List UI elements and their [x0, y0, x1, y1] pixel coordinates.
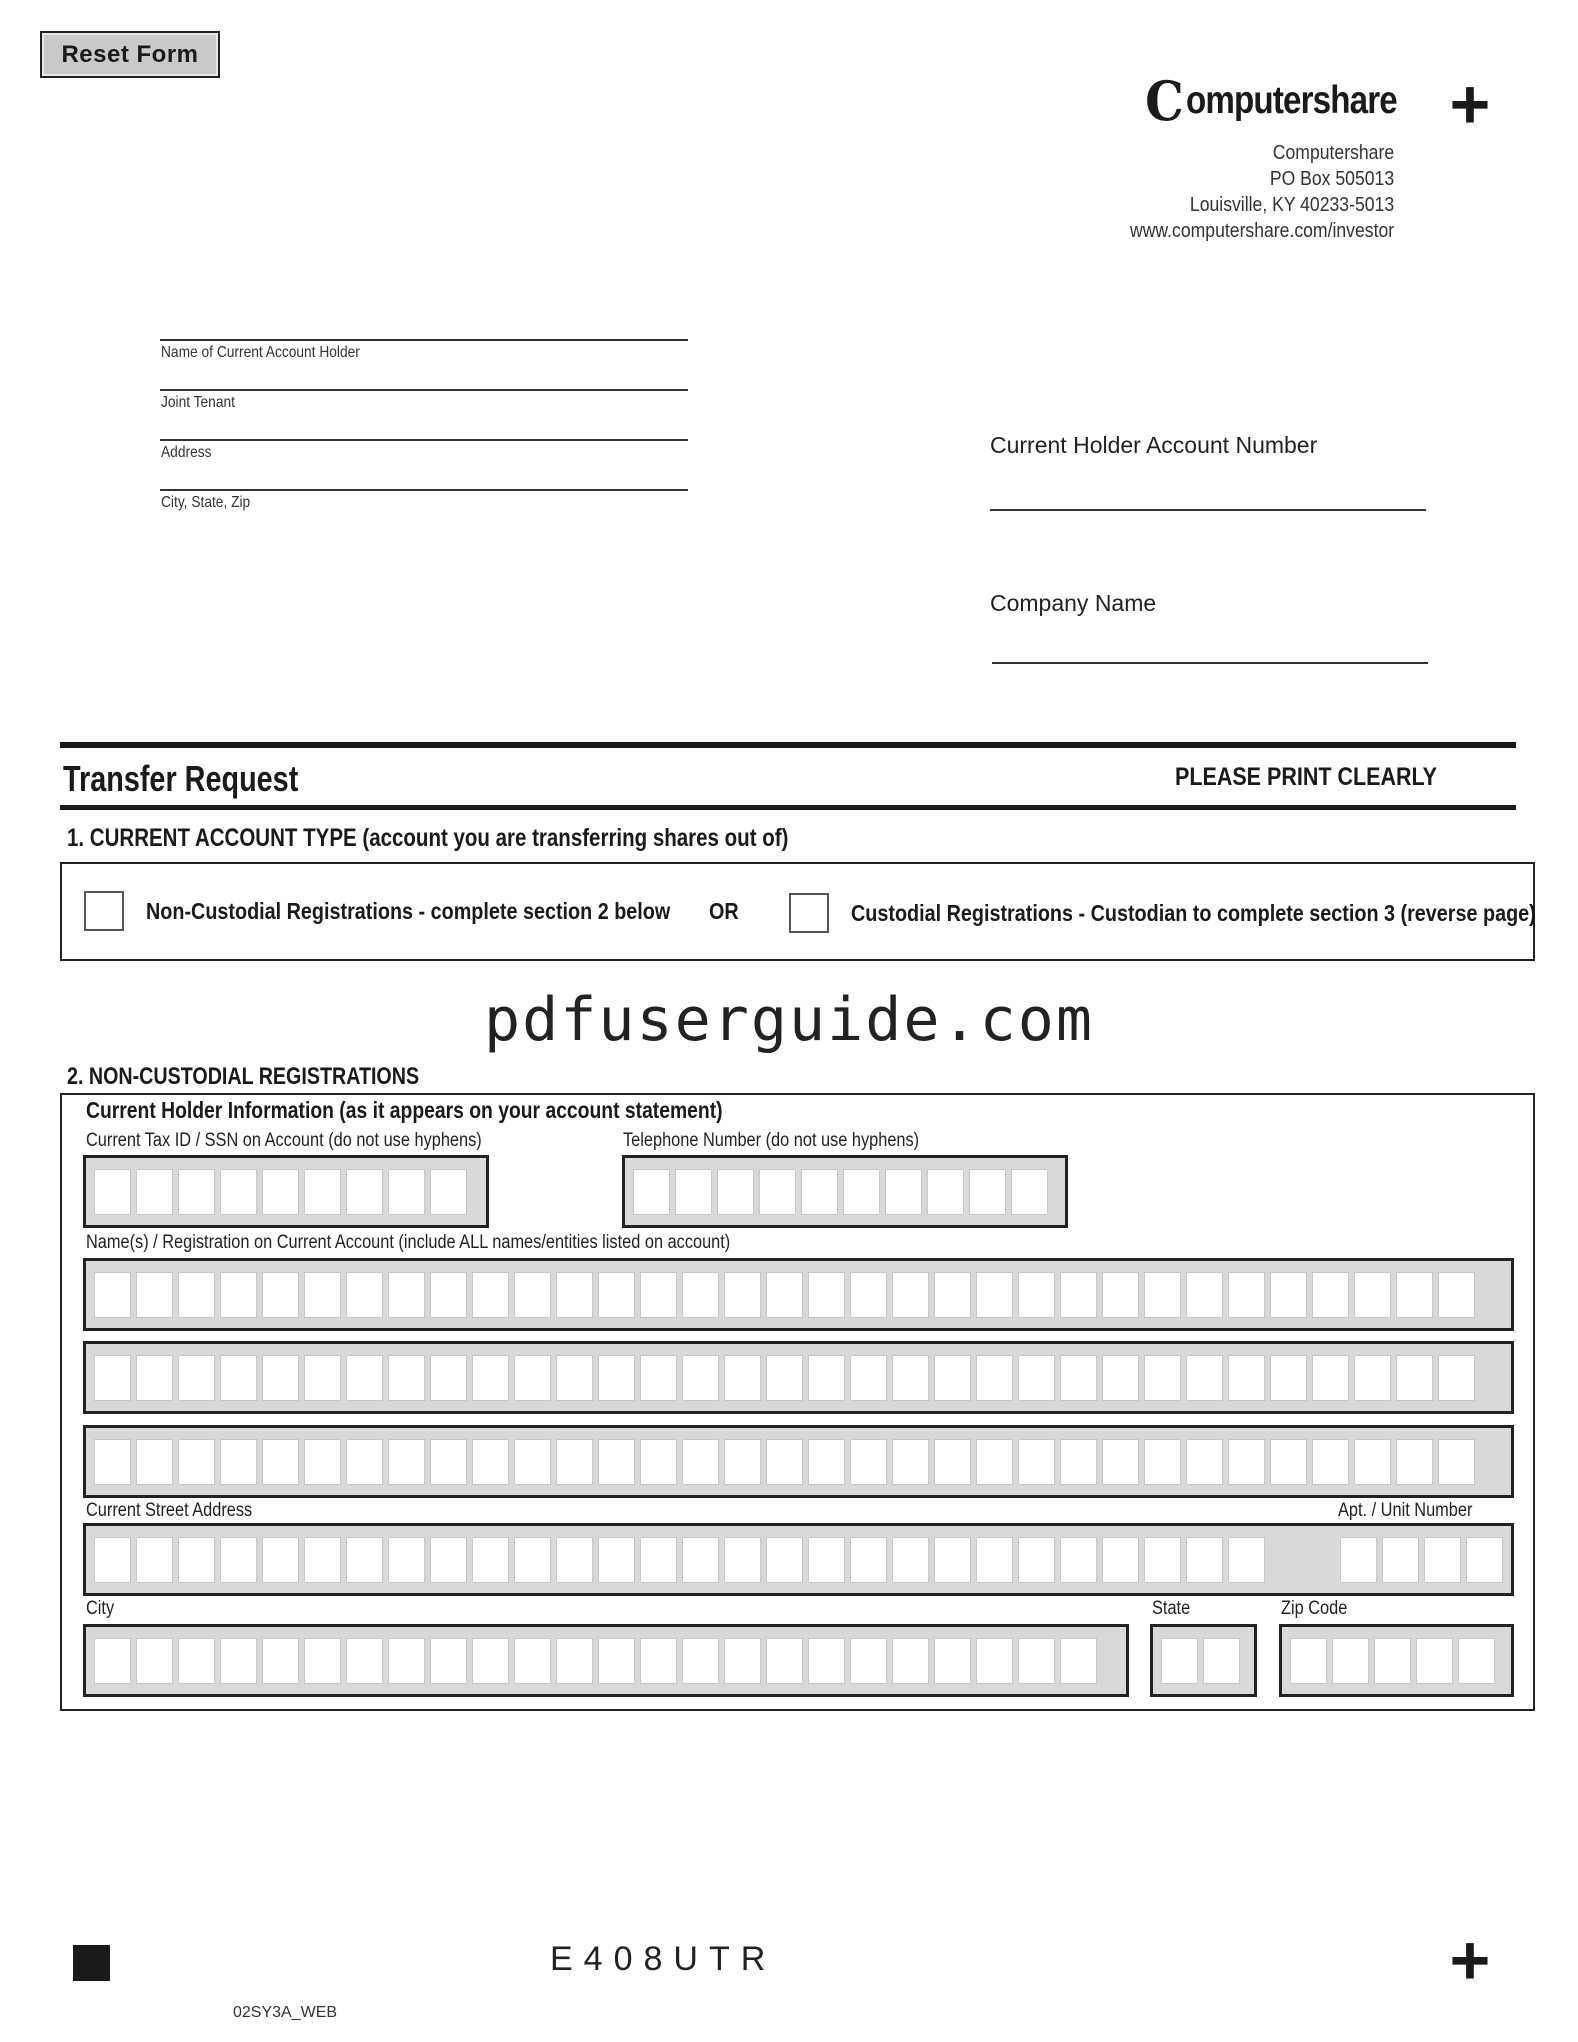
registration-plus-mark-top: + — [1449, 65, 1491, 143]
character-cell[interactable] — [1270, 1355, 1307, 1401]
character-cell[interactable] — [94, 1272, 131, 1318]
account-number-field[interactable] — [990, 509, 1426, 511]
character-cell[interactable] — [1228, 1439, 1265, 1485]
account-type-box — [60, 862, 1535, 961]
character-cell[interactable] — [220, 1169, 257, 1215]
character-cell[interactable] — [724, 1638, 761, 1684]
account-number-label: Current Holder Account Number — [990, 432, 1318, 458]
character-cell[interactable] — [1060, 1272, 1097, 1318]
character-cell[interactable] — [892, 1537, 929, 1583]
character-cell[interactable] — [927, 1169, 964, 1215]
address-label: Address — [161, 444, 212, 461]
holder-name-line[interactable] — [160, 339, 688, 361]
character-cell[interactable] — [1354, 1355, 1391, 1401]
character-cell[interactable] — [808, 1537, 845, 1583]
non-custodial-checkbox[interactable] — [84, 891, 124, 931]
names-field-row-3[interactable] — [83, 1425, 1514, 1498]
character-cell[interactable] — [136, 1439, 173, 1485]
character-cell[interactable] — [1374, 1638, 1411, 1684]
character-cell[interactable] — [808, 1439, 845, 1485]
character-cell[interactable] — [640, 1439, 677, 1485]
watermark-text: pdfuserguide.com — [484, 985, 1094, 1055]
character-cell[interactable] — [346, 1439, 383, 1485]
character-cell[interactable] — [262, 1638, 299, 1684]
zip-code-field[interactable] — [1279, 1624, 1514, 1697]
character-cell[interactable] — [220, 1439, 257, 1485]
character-cell[interactable] — [1312, 1272, 1349, 1318]
reset-form-button[interactable]: Reset Form — [40, 31, 220, 78]
character-cell[interactable] — [976, 1272, 1013, 1318]
character-cell[interactable] — [1018, 1638, 1055, 1684]
character-cell[interactable] — [892, 1638, 929, 1684]
character-cell[interactable] — [724, 1537, 761, 1583]
character-cell[interactable] — [1060, 1537, 1097, 1583]
character-cell[interactable] — [850, 1355, 887, 1401]
print-clearly-note: PLEASE PRINT CLEARLY — [1175, 763, 1438, 791]
character-cell[interactable] — [220, 1355, 257, 1401]
character-cell[interactable] — [514, 1537, 551, 1583]
character-cell[interactable] — [1186, 1537, 1223, 1583]
character-cell[interactable] — [556, 1638, 593, 1684]
character-cell[interactable] — [766, 1439, 803, 1485]
character-cell[interactable] — [598, 1272, 635, 1318]
character-cell[interactable] — [1424, 1537, 1461, 1583]
character-cell[interactable] — [556, 1439, 593, 1485]
character-cell[interactable] — [304, 1439, 341, 1485]
character-cell[interactable] — [388, 1439, 425, 1485]
section2-heading: 2. NON-CUSTODIAL REGISTRATIONS — [67, 1063, 420, 1090]
character-cell[interactable] — [1102, 1355, 1139, 1401]
character-cell[interactable] — [1144, 1439, 1181, 1485]
company-name-label: Company Name — [990, 590, 1157, 616]
address-line[interactable] — [160, 439, 688, 461]
character-cell[interactable] — [304, 1355, 341, 1401]
character-cell[interactable] — [304, 1272, 341, 1318]
character-cell[interactable] — [556, 1537, 593, 1583]
character-cell[interactable] — [934, 1638, 971, 1684]
character-cell[interactable] — [724, 1439, 761, 1485]
character-cell[interactable] — [675, 1169, 712, 1215]
character-cell[interactable] — [766, 1537, 803, 1583]
character-cell[interactable] — [766, 1272, 803, 1318]
character-cell[interactable] — [220, 1537, 257, 1583]
character-cell[interactable] — [94, 1439, 131, 1485]
character-cell[interactable] — [1186, 1355, 1223, 1401]
character-cell[interactable] — [766, 1638, 803, 1684]
or-label: OR — [709, 898, 739, 924]
character-cell[interactable] — [850, 1537, 887, 1583]
character-cell[interactable] — [1466, 1537, 1503, 1583]
character-cell[interactable] — [262, 1169, 299, 1215]
character-cell[interactable] — [1018, 1439, 1055, 1485]
character-cell[interactable] — [94, 1537, 131, 1583]
top-rule — [60, 742, 1516, 748]
character-cell[interactable] — [1312, 1439, 1349, 1485]
character-cell[interactable] — [934, 1537, 971, 1583]
character-cell[interactable] — [178, 1355, 215, 1401]
character-cell[interactable] — [220, 1272, 257, 1318]
joint-tenant-label: Joint Tenant — [161, 394, 235, 411]
character-cell[interactable] — [346, 1638, 383, 1684]
transfer-request-title: Transfer Request — [63, 758, 299, 799]
character-cell[interactable] — [808, 1638, 845, 1684]
character-cell[interactable] — [388, 1537, 425, 1583]
character-cell[interactable] — [976, 1355, 1013, 1401]
character-cell[interactable] — [94, 1638, 131, 1684]
character-cell[interactable] — [178, 1169, 215, 1215]
character-cell[interactable] — [1144, 1537, 1181, 1583]
character-cell[interactable] — [262, 1537, 299, 1583]
character-cell[interactable] — [598, 1638, 635, 1684]
character-cell[interactable] — [682, 1355, 719, 1401]
character-cell[interactable] — [1438, 1439, 1475, 1485]
character-cell[interactable] — [1018, 1537, 1055, 1583]
street-address-field[interactable] — [83, 1523, 1514, 1596]
joint-tenant-line[interactable] — [160, 389, 688, 411]
phone-label: Telephone Number (do not use hyphens) — [623, 1130, 920, 1151]
character-cell[interactable] — [640, 1537, 677, 1583]
character-cell[interactable] — [682, 1537, 719, 1583]
names-field-row-2[interactable] — [83, 1341, 1514, 1414]
character-cell[interactable] — [808, 1355, 845, 1401]
city-label: City — [86, 1598, 115, 1619]
zip-code-label: Zip Code — [1281, 1598, 1348, 1619]
character-cell[interactable] — [346, 1537, 383, 1583]
character-cell[interactable] — [178, 1272, 215, 1318]
character-cell[interactable] — [1011, 1169, 1048, 1215]
apt-unit-label: Apt. / Unit Number — [1338, 1500, 1473, 1521]
character-cell[interactable] — [724, 1272, 761, 1318]
character-cell[interactable] — [1458, 1638, 1495, 1684]
computershare-logo — [1143, 69, 1434, 133]
character-cell[interactable] — [633, 1169, 670, 1215]
character-cell[interactable] — [640, 1638, 677, 1684]
city-field[interactable] — [83, 1624, 1129, 1697]
character-cell[interactable] — [178, 1537, 215, 1583]
character-cell[interactable] — [1161, 1638, 1198, 1684]
character-cell[interactable] — [885, 1169, 922, 1215]
character-cell[interactable] — [934, 1439, 971, 1485]
character-cell[interactable] — [1290, 1638, 1327, 1684]
character-cell[interactable] — [178, 1638, 215, 1684]
telephone-field[interactable] — [622, 1155, 1068, 1228]
character-cell[interactable] — [1396, 1439, 1433, 1485]
character-cell[interactable] — [1102, 1272, 1139, 1318]
character-cell[interactable] — [1060, 1638, 1097, 1684]
names-label: Name(s) / Registration on Current Account (include ALL names/entities listed on account) — [86, 1232, 731, 1253]
character-cell[interactable] — [388, 1272, 425, 1318]
character-cell[interactable] — [682, 1638, 719, 1684]
character-cell[interactable] — [1018, 1272, 1055, 1318]
character-cell[interactable] — [1186, 1272, 1223, 1318]
character-cell[interactable] — [346, 1355, 383, 1401]
character-cell[interactable] — [94, 1169, 131, 1215]
character-cell[interactable] — [1102, 1439, 1139, 1485]
character-cell[interactable] — [94, 1355, 131, 1401]
character-cell[interactable] — [1340, 1537, 1377, 1583]
character-cell[interactable] — [430, 1439, 467, 1485]
character-cell[interactable] — [1382, 1537, 1419, 1583]
character-cell[interactable] — [892, 1355, 929, 1401]
character-cell[interactable] — [514, 1638, 551, 1684]
character-cell[interactable] — [472, 1272, 509, 1318]
character-cell[interactable] — [1018, 1355, 1055, 1401]
holder-info-subheading: Current Holder Information (as it appears on your account statement) — [86, 1097, 723, 1123]
city-state-zip-line[interactable] — [160, 489, 688, 511]
character-cell[interactable] — [598, 1537, 635, 1583]
character-cell[interactable] — [766, 1355, 803, 1401]
character-cell[interactable] — [892, 1439, 929, 1485]
character-cell[interactable] — [388, 1638, 425, 1684]
character-cell[interactable] — [1102, 1537, 1139, 1583]
character-cell[interactable] — [1396, 1272, 1433, 1318]
character-cell[interactable] — [1203, 1638, 1240, 1684]
tax-id-label: Current Tax ID / SSN on Account (do not use hyphens) — [86, 1130, 482, 1151]
non-custodial-label: Non-Custodial Registrations - complete section 2 below — [146, 898, 671, 924]
city-state-zip-label: City, State, Zip — [161, 494, 251, 511]
character-cell[interactable] — [934, 1272, 971, 1318]
character-cell[interactable] — [136, 1272, 173, 1318]
character-cell[interactable] — [472, 1638, 509, 1684]
bottom-rule — [60, 805, 1516, 810]
character-cell[interactable] — [1060, 1355, 1097, 1401]
character-cell[interactable] — [969, 1169, 1006, 1215]
character-cell[interactable] — [1144, 1272, 1181, 1318]
character-cell[interactable] — [1270, 1272, 1307, 1318]
character-cell[interactable] — [850, 1272, 887, 1318]
character-cell[interactable] — [136, 1169, 173, 1215]
address-line-city: Louisville, KY 40233-5013 — [1189, 194, 1394, 216]
character-cell[interactable] — [556, 1355, 593, 1401]
character-cell[interactable] — [262, 1439, 299, 1485]
form-code: E408UTR — [550, 1940, 777, 1978]
character-cell[interactable] — [136, 1537, 173, 1583]
character-cell[interactable] — [304, 1537, 341, 1583]
address-line-pobox: PO Box 505013 — [1269, 168, 1394, 190]
character-cell[interactable] — [514, 1272, 551, 1318]
character-cell[interactable] — [430, 1638, 467, 1684]
state-field[interactable] — [1150, 1624, 1257, 1697]
character-cell[interactable] — [346, 1272, 383, 1318]
character-cell[interactable] — [717, 1169, 754, 1215]
character-cell[interactable] — [514, 1355, 551, 1401]
character-cell[interactable] — [976, 1638, 1013, 1684]
character-cell[interactable] — [1332, 1638, 1369, 1684]
character-cell[interactable] — [1438, 1355, 1475, 1401]
character-cell[interactable] — [1228, 1537, 1265, 1583]
company-name-field[interactable] — [992, 662, 1428, 664]
character-cell[interactable] — [843, 1169, 880, 1215]
character-cell[interactable] — [1354, 1272, 1391, 1318]
character-cell[interactable] — [976, 1439, 1013, 1485]
logo-letter: C — [1145, 69, 1184, 133]
tax-id-field[interactable] — [83, 1155, 489, 1228]
character-cell[interactable] — [759, 1169, 796, 1215]
street-cells — [94, 1537, 1265, 1583]
holder-name-label: Name of Current Account Holder — [161, 344, 360, 361]
custodial-checkbox[interactable] — [789, 893, 829, 933]
logo-wordmark: omputershare — [1185, 79, 1397, 122]
character-cell[interactable] — [472, 1537, 509, 1583]
character-cell[interactable] — [1060, 1439, 1097, 1485]
character-cell[interactable] — [1438, 1272, 1475, 1318]
character-cell[interactable] — [304, 1638, 341, 1684]
registration-square-mark — [73, 1945, 110, 1981]
return-address — [1094, 140, 1394, 244]
character-cell[interactable] — [472, 1355, 509, 1401]
character-cell[interactable] — [640, 1272, 677, 1318]
character-cell[interactable] — [598, 1355, 635, 1401]
character-cell[interactable] — [262, 1355, 299, 1401]
character-cell[interactable] — [136, 1638, 173, 1684]
character-cell[interactable] — [682, 1272, 719, 1318]
character-cell[interactable] — [850, 1439, 887, 1485]
character-cell[interactable] — [430, 1169, 467, 1215]
character-cell[interactable] — [598, 1439, 635, 1485]
character-cell[interactable] — [1144, 1355, 1181, 1401]
character-cell[interactable] — [1396, 1355, 1433, 1401]
character-cell[interactable] — [976, 1537, 1013, 1583]
character-cell[interactable] — [1186, 1439, 1223, 1485]
character-cell[interactable] — [514, 1439, 551, 1485]
character-cell[interactable] — [430, 1355, 467, 1401]
registration-plus-mark-bottom: + — [1449, 1921, 1491, 1999]
character-cell[interactable] — [801, 1169, 838, 1215]
character-cell[interactable] — [472, 1439, 509, 1485]
state-label: State — [1152, 1598, 1191, 1619]
character-cell[interactable] — [388, 1355, 425, 1401]
character-cell[interactable] — [934, 1355, 971, 1401]
character-cell[interactable] — [892, 1272, 929, 1318]
character-cell[interactable] — [724, 1355, 761, 1401]
character-cell[interactable] — [220, 1638, 257, 1684]
address-line-company: Computershare — [1272, 142, 1394, 164]
character-cell[interactable] — [388, 1169, 425, 1215]
custodial-label: Custodial Registrations - Custodian to complete section 3 (reverse page) — [851, 900, 1536, 926]
character-cell[interactable] — [1228, 1355, 1265, 1401]
character-cell[interactable] — [556, 1272, 593, 1318]
character-cell[interactable] — [262, 1272, 299, 1318]
character-cell[interactable] — [430, 1537, 467, 1583]
names-field-row-1[interactable] — [83, 1258, 1514, 1331]
character-cell[interactable] — [1228, 1272, 1265, 1318]
character-cell[interactable] — [430, 1272, 467, 1318]
apt-unit-cells — [1340, 1537, 1503, 1583]
character-cell[interactable] — [1270, 1439, 1307, 1485]
address-line-website: www.computershare.com/investor — [1129, 220, 1394, 242]
web-code: 02SY3A_WEB — [233, 2004, 338, 2021]
character-cell[interactable] — [178, 1439, 215, 1485]
character-cell[interactable] — [346, 1169, 383, 1215]
street-address-label: Current Street Address — [86, 1500, 253, 1521]
character-cell[interactable] — [1416, 1638, 1453, 1684]
character-cell[interactable] — [808, 1272, 845, 1318]
character-cell[interactable] — [1354, 1439, 1391, 1485]
character-cell[interactable] — [1312, 1355, 1349, 1401]
character-cell[interactable] — [850, 1638, 887, 1684]
character-cell[interactable] — [136, 1355, 173, 1401]
section1-heading: 1. CURRENT ACCOUNT TYPE (account you are transferring shares out of) — [67, 824, 789, 852]
character-cell[interactable] — [640, 1355, 677, 1401]
character-cell[interactable] — [682, 1439, 719, 1485]
character-cell[interactable] — [304, 1169, 341, 1215]
